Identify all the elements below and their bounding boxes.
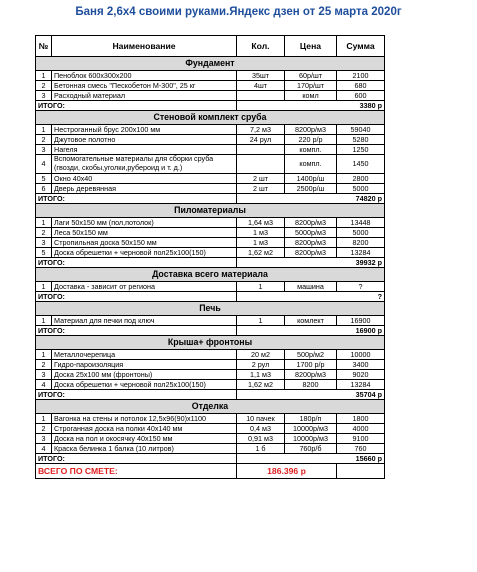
- item-quantity: 1,64 м3: [237, 218, 285, 228]
- table-row: [36, 424, 385, 434]
- item-price: 760р/б: [285, 444, 337, 454]
- section-total-label: ИТОГО:: [36, 390, 237, 400]
- item-sum: 1250: [337, 145, 385, 155]
- item-name: Доска обрешетки + черновой пол25х100(150): [52, 380, 237, 390]
- section-total-value: 74820 р: [237, 194, 385, 204]
- item-name: Джутовое полотно: [52, 135, 237, 145]
- item-sum: 2100: [337, 71, 385, 81]
- table-row: [36, 316, 385, 326]
- row-number: 4: [36, 155, 52, 174]
- item-price: 8200р/м3: [285, 218, 337, 228]
- table-row: [36, 184, 385, 194]
- section-total-row: [36, 258, 385, 268]
- item-sum: 8200: [337, 238, 385, 248]
- section-header-row: [36, 268, 385, 282]
- item-sum: 4000: [337, 424, 385, 434]
- section-total-label: ИТОГО:: [36, 258, 237, 268]
- item-name: Расходный материал: [52, 91, 237, 101]
- item-sum: 5000: [337, 228, 385, 238]
- item-quantity: 4шт: [237, 81, 285, 91]
- section-header-row: [36, 302, 385, 316]
- item-sum: 10000: [337, 350, 385, 360]
- section-total-label: ИТОГО:: [36, 454, 237, 464]
- item-price: 180р/п: [285, 414, 337, 424]
- item-quantity: 7,2 м3: [237, 125, 285, 135]
- section-header-row: [36, 400, 385, 414]
- item-sum: 16900: [337, 316, 385, 326]
- section-total-label: ИТОГО:: [36, 326, 237, 336]
- section-total-row: [36, 292, 385, 302]
- item-name: Вспомогательные материалы для сборки сруба (гвозди, скобы,уголки,рубероид и т. д.): [52, 155, 237, 174]
- item-sum: 760: [337, 444, 385, 454]
- section-total-row: [36, 194, 385, 204]
- item-quantity: 10 пачек: [237, 414, 285, 424]
- table-row: [36, 380, 385, 390]
- section-total-label: ИТОГО:: [36, 194, 237, 204]
- table-row: [36, 218, 385, 228]
- item-name: Пеноблок 600х300х200: [52, 71, 237, 81]
- header-price: Цена: [285, 36, 337, 57]
- item-quantity: [237, 145, 285, 155]
- item-sum: 9020: [337, 370, 385, 380]
- table-row: [36, 155, 385, 174]
- table-row: [36, 248, 385, 258]
- item-name: Гидро-пароизоляция: [52, 360, 237, 370]
- section-header-row: [36, 111, 385, 125]
- item-price: 8200р/м3: [285, 248, 337, 258]
- grand-total-label: ВСЕГО ПО СМЕТЕ:: [36, 464, 237, 479]
- table-row: [36, 444, 385, 454]
- header-qty: Кол.: [237, 36, 285, 57]
- row-number: 3: [36, 91, 52, 101]
- item-name: Доска обрешетки + черновой пол25х100(150): [52, 248, 237, 258]
- item-sum: 59040: [337, 125, 385, 135]
- item-name: Материал для печки под ключ: [52, 316, 237, 326]
- item-name: Строганная доска на полки 40х140 мм: [52, 424, 237, 434]
- section-title: Пиломатериалы: [36, 204, 385, 218]
- item-sum: 5000: [337, 184, 385, 194]
- section-total-value: 35704 р: [237, 390, 385, 400]
- item-quantity: 24 рул: [237, 135, 285, 145]
- item-quantity: 20 м2: [237, 350, 285, 360]
- row-number: 4: [36, 380, 52, 390]
- item-price: 8200: [285, 380, 337, 390]
- item-name: Лаги 50х150 мм (пол,потолок): [52, 218, 237, 228]
- item-quantity: [237, 155, 285, 174]
- table-row: [36, 145, 385, 155]
- item-quantity: 2 шт: [237, 174, 285, 184]
- item-price: 60р/шт: [285, 71, 337, 81]
- section-title: Печь: [36, 302, 385, 316]
- item-name: Окно 40х40: [52, 174, 237, 184]
- row-number: 5: [36, 174, 52, 184]
- grand-total-value: 186.396 р: [237, 464, 337, 479]
- item-quantity: 1 м3: [237, 238, 285, 248]
- item-price: машина: [285, 282, 337, 292]
- header-sum: Сумма: [337, 36, 385, 57]
- item-sum: 5280: [337, 135, 385, 145]
- item-quantity: 2 рул: [237, 360, 285, 370]
- item-sum: 9100: [337, 434, 385, 444]
- row-number: 3: [36, 434, 52, 444]
- item-price: комлект: [285, 316, 337, 326]
- item-quantity: 35шт: [237, 71, 285, 81]
- row-number: 1: [36, 71, 52, 81]
- item-name: Краска белинка 1 балка (10 литров): [52, 444, 237, 454]
- row-number: 2: [36, 135, 52, 145]
- item-price: 500р/м2: [285, 350, 337, 360]
- table-row: [36, 91, 385, 101]
- section-title: Отделка: [36, 400, 385, 414]
- row-number: 2: [36, 360, 52, 370]
- item-quantity: 0,91 м3: [237, 434, 285, 444]
- item-quantity: 1,62 м2: [237, 248, 285, 258]
- item-sum: ?: [337, 282, 385, 292]
- item-quantity: 1,62 м2: [237, 380, 285, 390]
- item-quantity: 1: [237, 282, 285, 292]
- table-row: [36, 360, 385, 370]
- row-number: 5: [36, 248, 52, 258]
- section-total-value: 16900 р: [237, 326, 385, 336]
- item-name: Доска на пол и окосячку 40х150 мм: [52, 434, 237, 444]
- item-name: Леса 50х150 мм: [52, 228, 237, 238]
- section-total-label: ИТОГО:: [36, 101, 237, 111]
- item-name: Нестроганный брус 200х100 мм: [52, 125, 237, 135]
- row-number: 3: [36, 370, 52, 380]
- item-price: комл: [285, 91, 337, 101]
- grand-total-row: [36, 464, 385, 479]
- row-number: 1: [36, 316, 52, 326]
- section-total-row: [36, 101, 385, 111]
- item-name: Стропильная доска 50х150 мм: [52, 238, 237, 248]
- item-quantity: 1 б: [237, 444, 285, 454]
- section-header-row: [36, 336, 385, 350]
- section-title: Доставка всего материала: [36, 268, 385, 282]
- estimate-table: [35, 35, 385, 479]
- item-quantity: 0,4 м3: [237, 424, 285, 434]
- section-total-value: 15660 р: [237, 454, 385, 464]
- table-row: [36, 71, 385, 81]
- table-row: [36, 228, 385, 238]
- item-quantity: 1 м3: [237, 228, 285, 238]
- item-sum: 600: [337, 91, 385, 101]
- table-row: [36, 125, 385, 135]
- item-price: компл.: [285, 155, 337, 174]
- item-sum: 1800: [337, 414, 385, 424]
- item-sum: 13448: [337, 218, 385, 228]
- estimate-body: [36, 57, 385, 479]
- section-total-value: 3380 р: [237, 101, 385, 111]
- section-title: Стеновой комплект сруба: [36, 111, 385, 125]
- item-sum: 3400: [337, 360, 385, 370]
- section-total-value: 39932 р: [237, 258, 385, 268]
- table-row: [36, 81, 385, 91]
- section-total-row: [36, 326, 385, 336]
- section-header-row: [36, 57, 385, 71]
- row-number: 3: [36, 145, 52, 155]
- item-name: Вагонка на стены и потолок 12,5х96(90)х1100: [52, 414, 237, 424]
- item-name: Металлочерепица: [52, 350, 237, 360]
- row-number: 3: [36, 238, 52, 248]
- table-row: [36, 434, 385, 444]
- item-name: Нагеля: [52, 145, 237, 155]
- item-price: 10000р/м3: [285, 424, 337, 434]
- item-quantity: [237, 91, 285, 101]
- item-price: 10000р/м3: [285, 434, 337, 444]
- header-name: Наименование: [52, 36, 237, 57]
- section-title: Крыша+ фронтоны: [36, 336, 385, 350]
- row-number: 2: [36, 81, 52, 91]
- item-sum: 2800: [337, 174, 385, 184]
- row-number: 1: [36, 414, 52, 424]
- row-number: 1: [36, 350, 52, 360]
- row-number: 2: [36, 424, 52, 434]
- section-total-row: [36, 390, 385, 400]
- item-price: 2500р/ш: [285, 184, 337, 194]
- item-quantity: 2 шт: [237, 184, 285, 194]
- row-number: 1: [36, 282, 52, 292]
- page-title: Баня 2,6x4 своими руками.Яндекс дзен от 25 марта 2020г: [75, 6, 402, 18]
- table-row: [36, 370, 385, 380]
- grand-total-empty: [337, 464, 385, 479]
- header-row: [36, 36, 385, 57]
- row-number: 1: [36, 218, 52, 228]
- section-total-label: ИТОГО:: [36, 292, 237, 302]
- item-name: Доставка - зависит от региона: [52, 282, 237, 292]
- table-row: [36, 414, 385, 424]
- table-row: [36, 350, 385, 360]
- item-sum: 13284: [337, 380, 385, 390]
- table-row: [36, 282, 385, 292]
- table-row: [36, 135, 385, 145]
- row-number: 6: [36, 184, 52, 194]
- item-price: 8200р/м3: [285, 125, 337, 135]
- item-price: 1400р/ш: [285, 174, 337, 184]
- item-quantity: 1,1 м3: [237, 370, 285, 380]
- item-price: компл.: [285, 145, 337, 155]
- header-num: №: [36, 36, 52, 57]
- row-number: 1: [36, 125, 52, 135]
- item-sum: 13284: [337, 248, 385, 258]
- section-total-value: ?: [237, 292, 385, 302]
- item-name: Доска 25х100 мм (фронтоны): [52, 370, 237, 380]
- item-name: Дверь деревянная: [52, 184, 237, 194]
- row-number: 2: [36, 228, 52, 238]
- item-sum: 680: [337, 81, 385, 91]
- item-name: Бетонная смесь "Пескобетон М-300", 25 кг: [52, 81, 237, 91]
- row-number: 4: [36, 444, 52, 454]
- item-price: 5000р/м3: [285, 228, 337, 238]
- item-price: 8200р/м3: [285, 238, 337, 248]
- item-sum: 1450: [337, 155, 385, 174]
- item-price: 1700 р/р: [285, 360, 337, 370]
- section-header-row: [36, 204, 385, 218]
- section-title: Фундамент: [36, 57, 385, 71]
- item-price: 220 р/р: [285, 135, 337, 145]
- item-price: 170р/шт: [285, 81, 337, 91]
- item-quantity: 1: [237, 316, 285, 326]
- table-row: [36, 238, 385, 248]
- table-row: [36, 174, 385, 184]
- item-price: 8200р/м3: [285, 370, 337, 380]
- section-total-row: [36, 454, 385, 464]
